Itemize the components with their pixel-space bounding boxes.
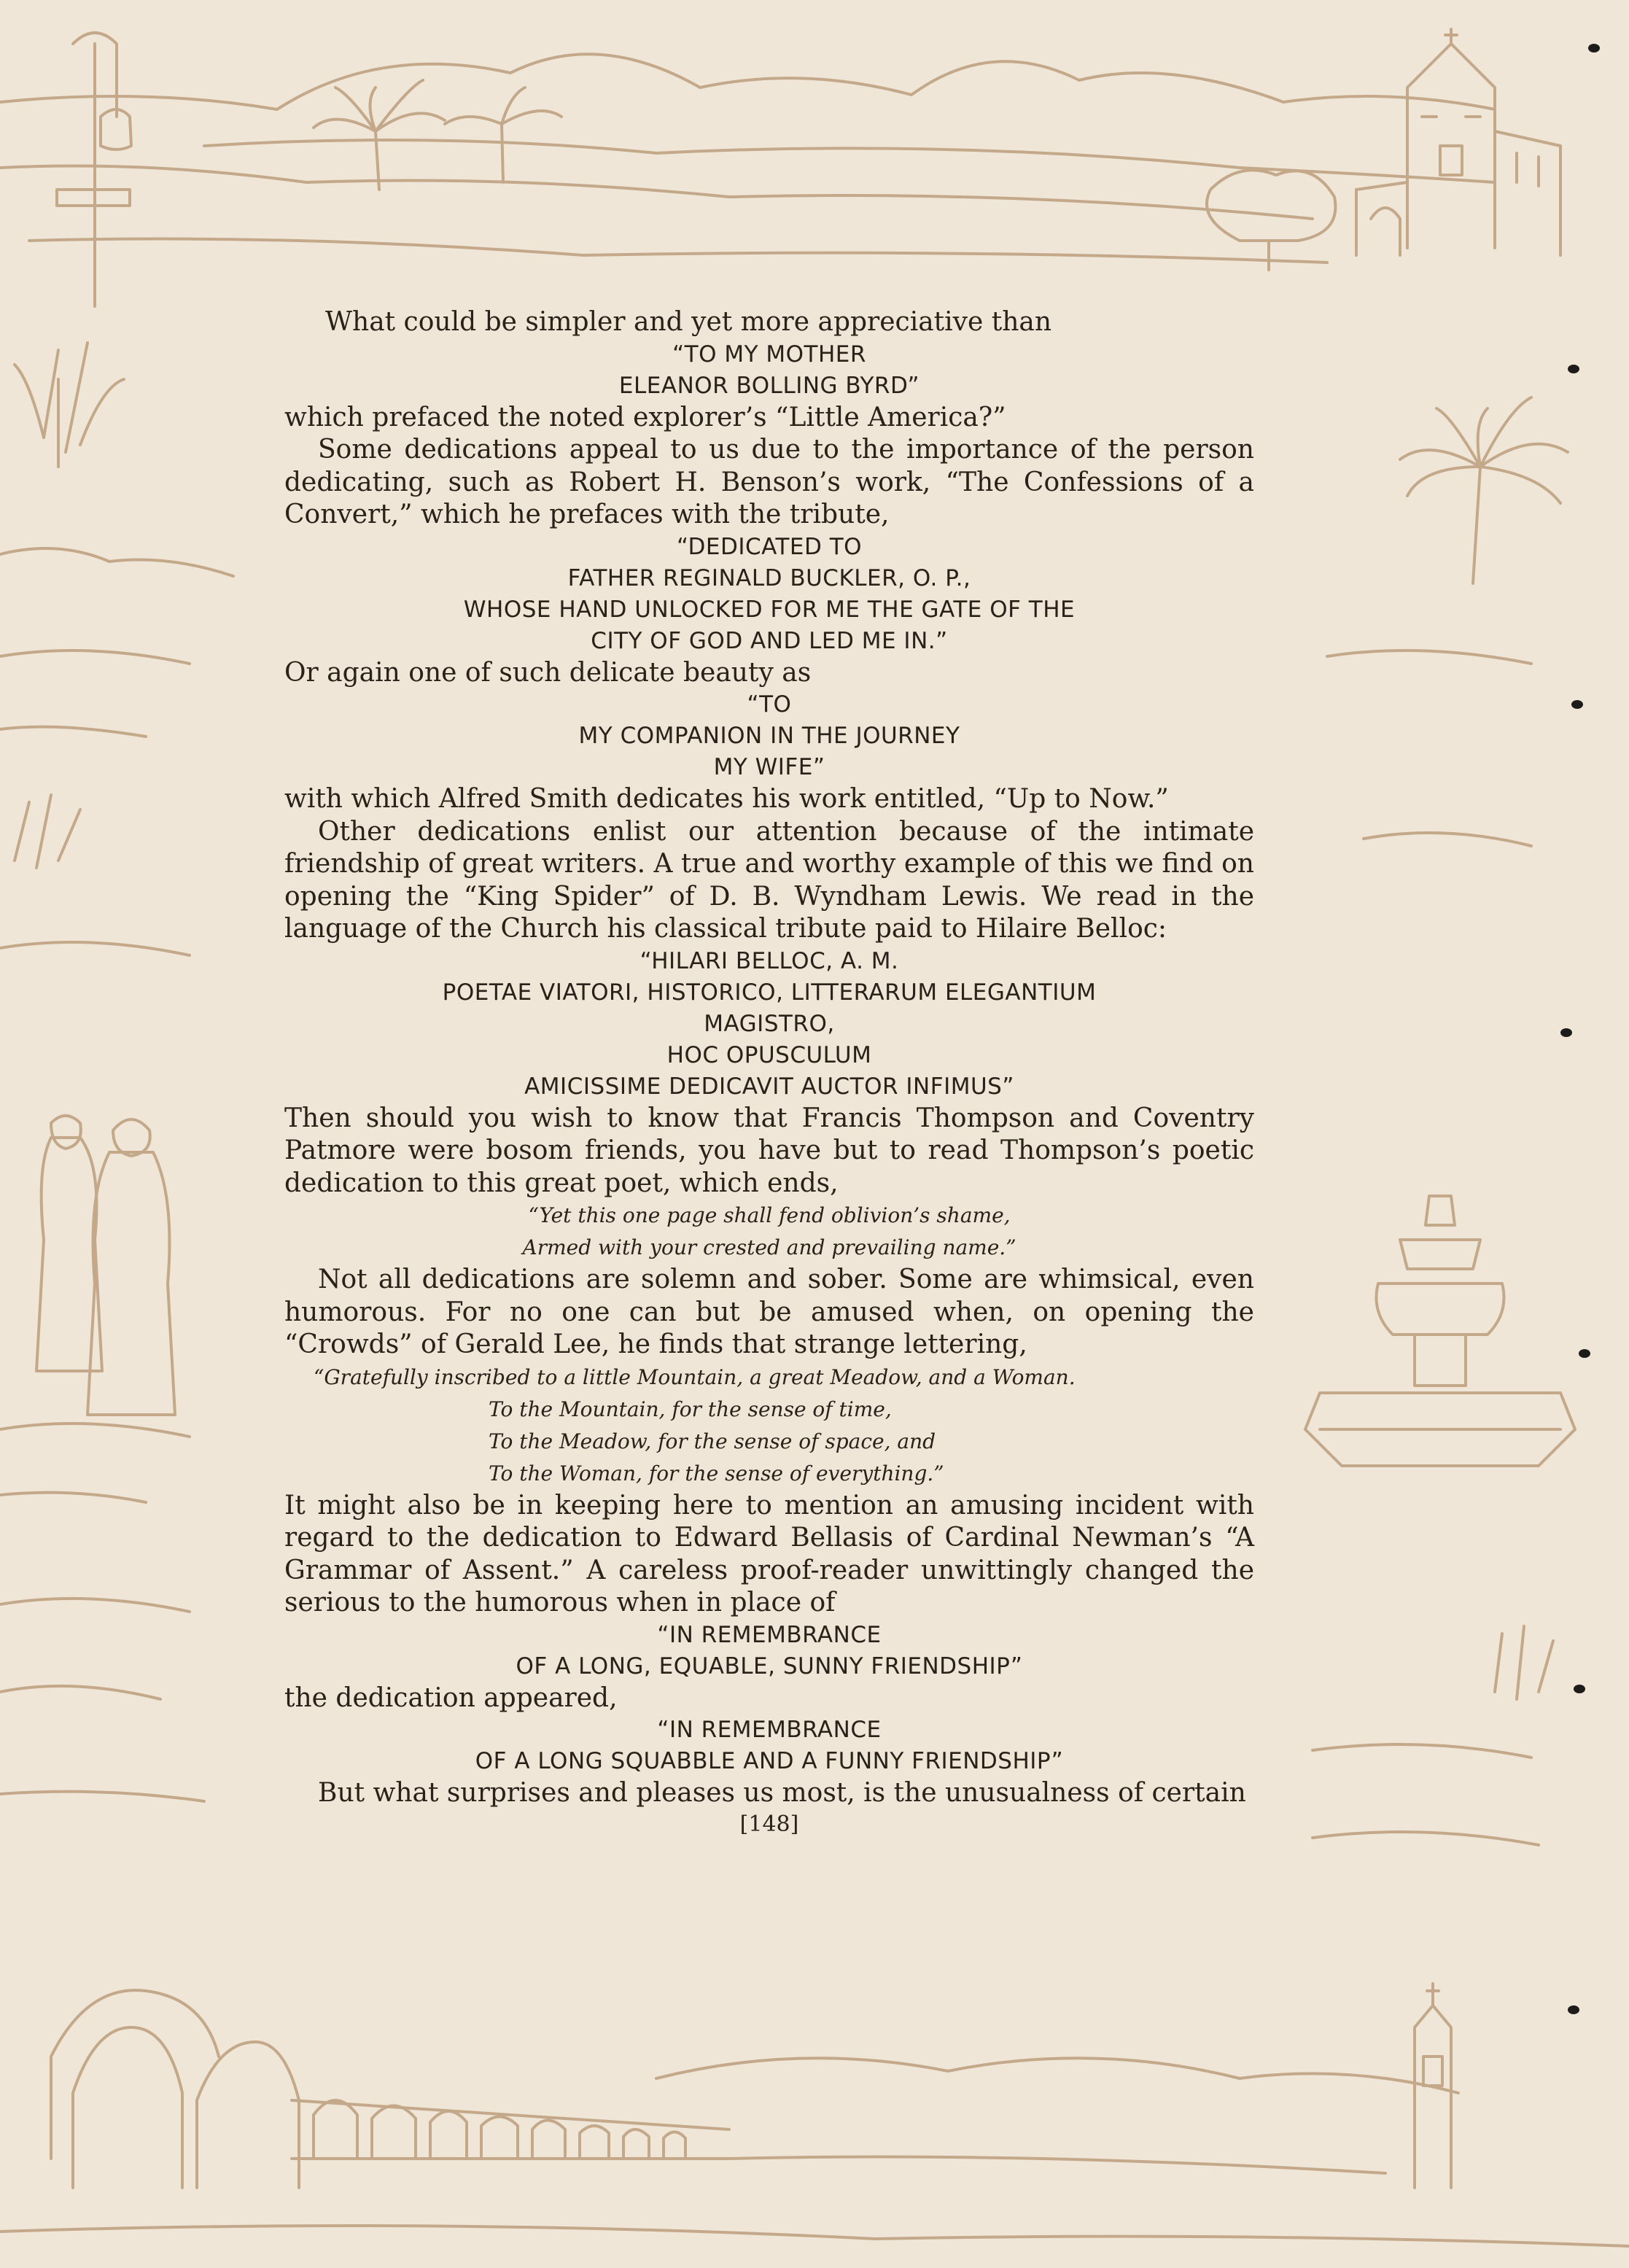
dedication-line: MY WIFE”: [713, 754, 825, 780]
page-number: [148]: [739, 1811, 799, 1837]
mountain-range-top: [0, 54, 1495, 109]
mission-arcade-illustration: [51, 1990, 299, 2188]
poem-line: “Yet this one page shall fend oblivion’s shame,: [528, 1203, 1011, 1227]
poem-line: Armed with your crested and prevailing name.”: [522, 1235, 1016, 1259]
binder-hole: [1568, 365, 1579, 373]
binder-hole: [1560, 1028, 1572, 1037]
paragraph: What could be simpler and yet more appreciative than: [325, 307, 1052, 337]
dedication-line: WHOSE HAND UNLOCKED FOR ME THE GATE OF THE: [463, 596, 1076, 623]
dedication-line: ELEANOR BOLLING BYRD”: [618, 372, 920, 399]
mission-church-icon: [1356, 44, 1560, 255]
paragraph: Other dedications enlist our attention because of the intimate friendship of great writers. A true and worthy example of this we find on opening the “King Spider” of D. B. Wyndham Lewis. We read in the language of the Church his classical tribute paid to Hilaire Belloc:: [284, 816, 1254, 944]
dedication-line: MY COMPANION IN THE JOURNEY: [578, 723, 960, 749]
dedication-line: “IN REMEMBRANCE: [657, 1717, 882, 1743]
paragraph: which prefaced the noted explorer’s “Little America?”: [284, 402, 1006, 432]
paragraph: But what surprises and pleases us most, is the unusualness of certain: [318, 1778, 1246, 1808]
paragraph: Or again one of such delicate beauty as: [284, 657, 812, 688]
dedication-line: FATHER REGINALD BUCKLER, O. P.,: [567, 564, 971, 591]
dedication-line: “HILARI BELLOC, A. M.: [639, 947, 899, 974]
binder-hole: [1579, 1349, 1590, 1358]
paragraph: Some dedications appeal to us due to the importance of the person dedicating, such as Robert H. Benson’s work, “The Confessions of a Convert,” which he prefaces with the tribute,: [284, 435, 1254, 529]
inscription-line: To the Woman, for the sense of everything.”: [489, 1461, 944, 1486]
paragraph: with which Alfred Smith dedicates his work entitled, “Up to Now.”: [284, 784, 1169, 814]
binder-hole: [1588, 44, 1600, 53]
dedication-line: POETAE VIATORI, HISTORICO, LITTERARUM ELEGANTIUM: [442, 979, 1097, 1006]
palm-tree-icon: [314, 80, 445, 190]
cactus-plant-icon: [15, 343, 124, 467]
binder-hole: [1574, 1685, 1585, 1693]
paragraph: Not all dedications are solemn and sober. Some are whimsical, even humorous. For no one can but be amused when, on opening the “Crowds” of Gerald Lee, he finds that strange lettering,: [284, 1265, 1254, 1359]
inscription-line: To the Meadow, for the sense of space, and: [489, 1429, 936, 1453]
binder-hole: [1568, 2005, 1579, 2014]
dedication-line: AMICISSIME DEDICAVIT AUCTOR INFIMUS”: [524, 1073, 1014, 1100]
dedication-line: “TO: [747, 691, 792, 718]
dedication-line: “IN REMEMBRANCE: [657, 1621, 882, 1648]
dedication-line: HOC OPUSCULUM: [666, 1041, 872, 1068]
inscription-line: “Gratefully inscribed to a little Mountain, a great Meadow, and a Woman.: [314, 1364, 1076, 1389]
dedication-line: “DEDICATED TO: [676, 533, 863, 560]
dedication-line: OF A LONG, EQUABLE, SUNNY FRIENDSHIP”: [516, 1653, 1023, 1679]
fountain-illustration: [1305, 1196, 1575, 1466]
bell-tower-icon: [1415, 1984, 1451, 2188]
dedication-line: CITY OF GOD AND LED ME IN.”: [591, 627, 948, 654]
dedication-line: “TO MY MOTHER: [672, 341, 866, 368]
dedication-line: MAGISTRO,: [704, 1010, 835, 1037]
palm-tree-icon: [1400, 397, 1568, 583]
binder-hole: [1571, 700, 1583, 709]
inscription-line: To the Mountain, for the sense of time,: [489, 1397, 892, 1421]
tree-icon: [1207, 170, 1335, 270]
paragraph: Then should you wish to know that Francis Thompson and Coventry Patmore were bosom friends, you have but to read Thompson’s poetic dedication to this great poet, which ends,: [284, 1103, 1254, 1198]
paragraph: It might also be in keeping here to mention an amusing incident with regard to the dedication to Edward Bellasis of Cardinal Newman’s “A Grammar of Assent.” A careless proof-reader unwittingly changed the serious to the humorous when in place of: [284, 1490, 1254, 1617]
paragraph: the dedication appeared,: [284, 1682, 618, 1713]
dedication-line: OF A LONG SQUABBLE AND A FUNNY FRIENDSHIP”: [475, 1748, 1064, 1774]
mission-bell-post: [73, 33, 131, 306]
article-body: [284, 306, 1254, 1839]
